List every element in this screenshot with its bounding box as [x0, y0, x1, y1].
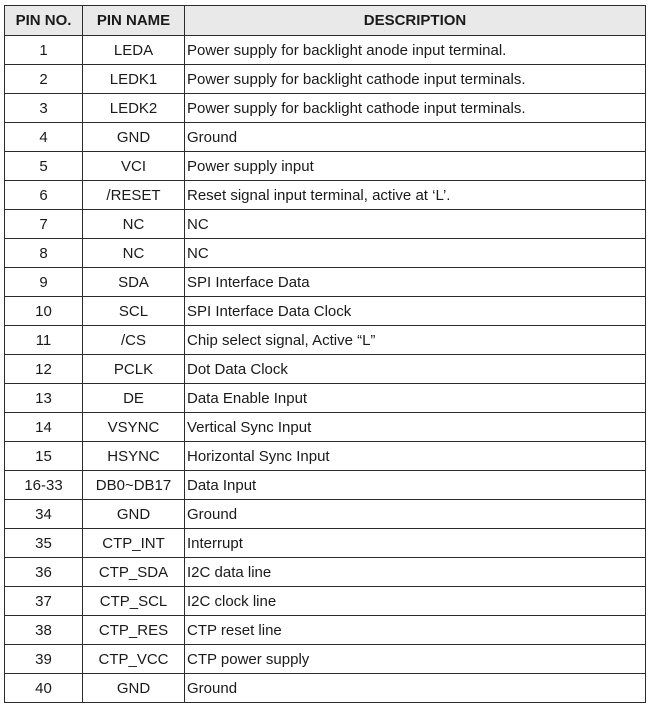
pin-number-cell: 4	[5, 123, 83, 152]
pin-description-cell: Ground	[185, 500, 646, 529]
table-row	[5, 529, 646, 558]
pin-description-cell: NC	[185, 239, 646, 268]
pin-description-cell: Interrupt	[185, 529, 646, 558]
table-row	[5, 616, 646, 645]
pin-description-cell: I2C data line	[185, 558, 646, 587]
pin-description-cell: Horizontal Sync Input	[185, 442, 646, 471]
pin-description-cell: Ground	[185, 674, 646, 703]
pin-number-cell: 36	[5, 558, 83, 587]
pin-name-cell: VSYNC	[83, 413, 185, 442]
pin-description-cell: Ground	[185, 123, 646, 152]
pin-name-cell: NC	[83, 239, 185, 268]
pin-name-cell: CTP_RES	[83, 616, 185, 645]
table-body	[5, 36, 646, 703]
pin-description-cell: Vertical Sync Input	[185, 413, 646, 442]
pin-number-cell: 7	[5, 210, 83, 239]
table-row	[5, 297, 646, 326]
pin-name-cell: DB0~DB17	[83, 471, 185, 500]
pin-name-cell: /CS	[83, 326, 185, 355]
pin-number-cell: 3	[5, 94, 83, 123]
pin-name-cell: CTP_SDA	[83, 558, 185, 587]
table-header	[5, 6, 646, 36]
pin-name-cell: CTP_INT	[83, 529, 185, 558]
pin-number-cell: 40	[5, 674, 83, 703]
table-row	[5, 645, 646, 674]
header-row	[5, 6, 646, 36]
pin-description-cell: Power supply for backlight anode input terminal.	[185, 36, 646, 65]
pin-number-cell: 9	[5, 268, 83, 297]
pin-description-cell: CTP power supply	[185, 645, 646, 674]
table-row	[5, 268, 646, 297]
header-pin-name: PIN NAME	[83, 6, 185, 36]
pin-description-cell: NC	[185, 210, 646, 239]
pin-name-cell: LEDK1	[83, 65, 185, 94]
table-row	[5, 471, 646, 500]
pin-description-cell: Reset signal input terminal, active at ‘L’.	[185, 181, 646, 210]
table-row	[5, 326, 646, 355]
pin-name-cell: SCL	[83, 297, 185, 326]
table-row	[5, 239, 646, 268]
pin-name-cell: DE	[83, 384, 185, 413]
pin-description-cell: Dot Data Clock	[185, 355, 646, 384]
table-row	[5, 413, 646, 442]
pin-description-cell: Data Enable Input	[185, 384, 646, 413]
pin-description-cell: CTP reset line	[185, 616, 646, 645]
pin-number-cell: 11	[5, 326, 83, 355]
table-row	[5, 36, 646, 65]
header-pin-no: PIN NO.	[5, 6, 83, 36]
table-row	[5, 152, 646, 181]
pin-description-cell: I2C clock line	[185, 587, 646, 616]
pin-number-cell: 14	[5, 413, 83, 442]
pin-description-cell: Power supply for backlight cathode input terminals.	[185, 65, 646, 94]
pin-name-cell: HSYNC	[83, 442, 185, 471]
header-description: DESCRIPTION	[185, 6, 646, 36]
table-row	[5, 181, 646, 210]
table-row	[5, 442, 646, 471]
pin-number-cell: 2	[5, 65, 83, 94]
pin-name-cell: GND	[83, 123, 185, 152]
table-row	[5, 384, 646, 413]
pin-description-cell: Power supply input	[185, 152, 646, 181]
table-row	[5, 94, 646, 123]
pin-number-cell: 5	[5, 152, 83, 181]
pin-name-cell: CTP_VCC	[83, 645, 185, 674]
pin-number-cell: 6	[5, 181, 83, 210]
pin-number-cell: 10	[5, 297, 83, 326]
pin-name-cell: VCI	[83, 152, 185, 181]
pin-number-cell: 15	[5, 442, 83, 471]
pin-description-cell: Chip select signal, Active “L”	[185, 326, 646, 355]
pin-number-cell: 12	[5, 355, 83, 384]
pin-description-cell: Data Input	[185, 471, 646, 500]
table-row	[5, 210, 646, 239]
pin-name-cell: SDA	[83, 268, 185, 297]
pin-name-cell: LEDA	[83, 36, 185, 65]
table-row	[5, 65, 646, 94]
pin-number-cell: 38	[5, 616, 83, 645]
table-row	[5, 355, 646, 384]
table-row	[5, 123, 646, 152]
pin-number-cell: 16-33	[5, 471, 83, 500]
pin-description-cell: Power supply for backlight cathode input terminals.	[185, 94, 646, 123]
pin-number-cell: 37	[5, 587, 83, 616]
pin-name-cell: NC	[83, 210, 185, 239]
pin-name-cell: LEDK2	[83, 94, 185, 123]
pin-number-cell: 35	[5, 529, 83, 558]
pin-name-cell: /RESET	[83, 181, 185, 210]
pin-number-cell: 13	[5, 384, 83, 413]
pin-number-cell: 1	[5, 36, 83, 65]
table-row	[5, 558, 646, 587]
pin-number-cell: 34	[5, 500, 83, 529]
pin-name-cell: GND	[83, 674, 185, 703]
pin-number-cell: 39	[5, 645, 83, 674]
pin-table	[4, 5, 646, 703]
pin-name-cell: GND	[83, 500, 185, 529]
pin-number-cell: 8	[5, 239, 83, 268]
pin-name-cell: CTP_SCL	[83, 587, 185, 616]
table-row	[5, 587, 646, 616]
table-row	[5, 500, 646, 529]
pin-description-cell: SPI Interface Data	[185, 268, 646, 297]
pin-description-cell: SPI Interface Data Clock	[185, 297, 646, 326]
pin-name-cell: PCLK	[83, 355, 185, 384]
table-row	[5, 674, 646, 703]
